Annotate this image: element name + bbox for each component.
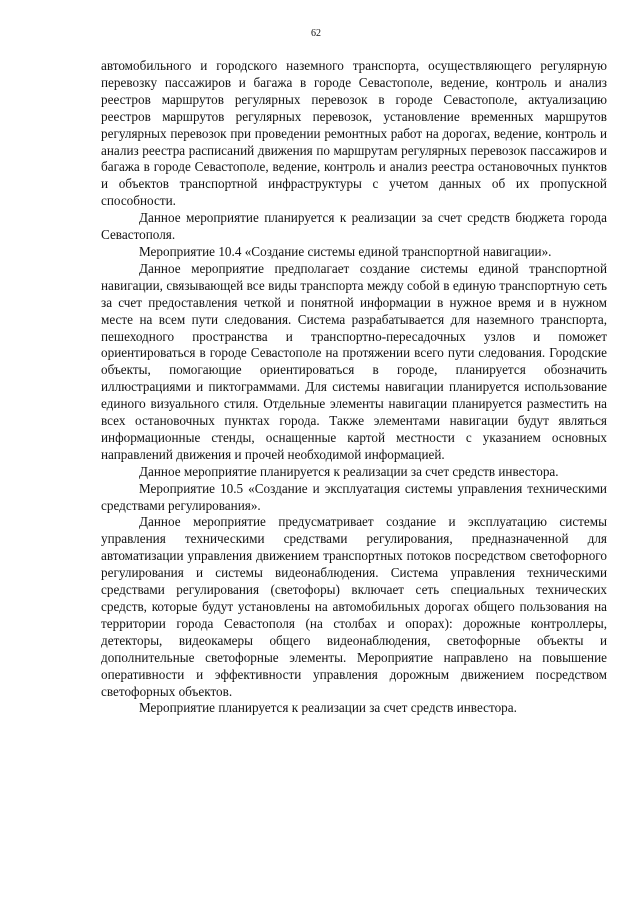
body-text xyxy=(101,58,607,717)
paragraph: Данное мероприятие планируется к реализации за счет средств инвестора. xyxy=(139,463,559,479)
paragraph: Данное мероприятие планируется к реализации за счет средств бюджета города Севастополя. xyxy=(101,210,607,243)
paragraph: автомобильного и городского наземного транспорта, осуществляющего регулярную перевозку пассажиров и багажа в городе Севастополе, ведение, контроль и анализ реестров маршрутов регулярных перевозок в городе Севастополе, актуализацию реестров маршрутов регулярных перевозок, установление временных маршрутов регулярных перевозок при проведении ремонтных работ на дорогах, ведение, контроль и анализ реестра расписаний движения по маршрутам регулярных перевозок пассажиров и багажа в городе Севастополе, ведение, контроль и анализ реестра остановочных пунктов и объектов транспортной инфраструктуры с учетом данных об их пропускной способности. xyxy=(101,58,607,209)
paragraph: Мероприятие 10.4 «Создание системы единой транспортной навигации». xyxy=(139,243,552,259)
paragraph: Данное мероприятие предусматривает создание и эксплуатацию системы управления техническими средствами регулирования, предназначенной для автоматизации управления движением транспортных потоков посредством светофорного регулирования и системы видеонаблюдения. Система управления техническими средствами регулирования (светофоры) включает сеть специальных технических средств, которые будут установлены на автомобильных дорогах общего пользования на территории города Севастополя (на столбах и опорах): дорожные контроллеры, детекторы, видеокамеры общего видеонаблюдения, светофорные объекты и дополнительные светофорные элементы. Мероприятие направлено на повышение оперативности и эффективности управления дорожным движением посредством светофорных объектов. xyxy=(101,514,607,699)
paragraph: Мероприятие 10.5 «Создание и эксплуатация системы управления техническими средствами регулирования». xyxy=(101,480,607,513)
paragraph: Данное мероприятие предполагает создание системы единой транспортной навигации, связывающей все виды транспорта между собой в единую транспортную сеть за счет предоставления четкой и понятной информации в нужное время и в нужном месте на всем пути следования. Система разрабатывается для наземного транспорта, пешеходного пространства и транспортно-пересадочных узлов и поможет ориентироваться в городе Севастополе на протяжении всего пути следования. Городские объекты, помогающие ориентироваться в городе, планируется обозначить иллюстрациями и пиктограммами. Для системы навигации планируется использование единого визуального стиля. Отдельные элементы навигации планируется разместить на всех остановочных пунктах города. Также элементами навигации будут являться информационные стенды, оснащенные картой местности с указанием основных направлений движения и прочей необходимой информацией. xyxy=(101,260,607,462)
paragraph: Мероприятие планируется к реализации за счет средств инвестора. xyxy=(139,700,517,716)
page-number: 62 xyxy=(311,28,321,39)
